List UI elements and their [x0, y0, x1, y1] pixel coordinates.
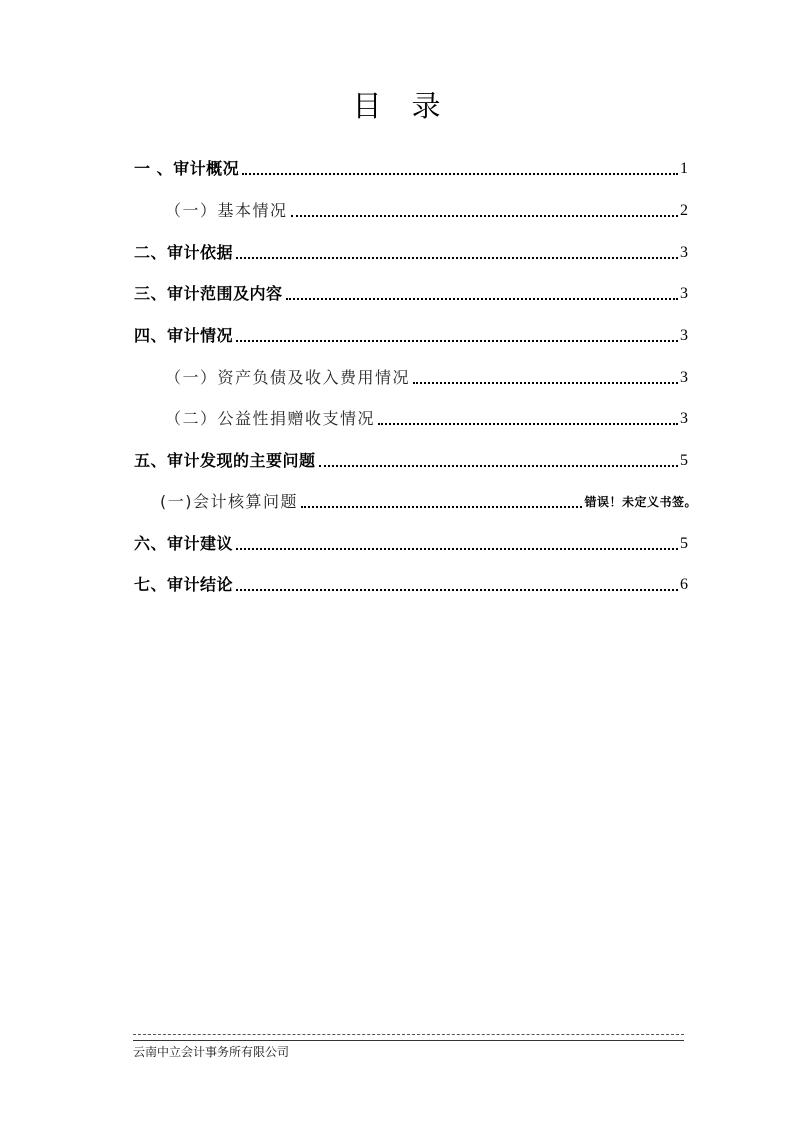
toc-entry-page: 3: [680, 369, 688, 386]
toc-dot-leader: [236, 325, 678, 347]
toc-dot-leader: [291, 200, 678, 222]
toc-entry-main-issues[interactable]: [134, 446, 688, 472]
toc-dot-leader: [286, 283, 678, 305]
footer-divider: [133, 1040, 684, 1041]
toc-entry-audit-recommendations[interactable]: [134, 529, 688, 555]
toc-dot-leader: [378, 408, 678, 430]
toc-entry-page: 2: [680, 202, 688, 219]
toc-entry-label: 一 、审计概况: [134, 159, 240, 178]
toc-entry-label: 四、审计情况: [134, 326, 234, 345]
toc-dot-leader: [301, 491, 582, 513]
toc-entry-donations[interactable]: [165, 404, 688, 430]
toc-dot-leader: [236, 574, 678, 596]
toc-entry-page: 6: [680, 576, 688, 593]
toc-entry-audit-conclusion[interactable]: [134, 570, 688, 596]
toc-dot-leader: [236, 533, 678, 555]
footer-company-name: 云南中立会计事务所有限公司: [133, 1045, 290, 1059]
toc-entry-page: 3: [680, 244, 688, 261]
toc-entry-assets-liabilities[interactable]: [165, 363, 688, 389]
toc-entry-page: 3: [680, 327, 688, 344]
toc-entry-label: 三、审计范围及内容: [134, 284, 283, 303]
toc-entry-audit-situation[interactable]: [134, 321, 688, 347]
toc-entry-page: 3: [680, 410, 688, 427]
toc-entry-page: 1: [680, 160, 688, 177]
toc-bookmark-error: 错误！未定义书签。: [584, 495, 697, 509]
toc-entry-label: 六、审计建议: [134, 534, 234, 553]
toc-entry-page: 3: [680, 285, 688, 302]
toc-entry-audit-scope[interactable]: [134, 279, 688, 305]
toc-dot-leader: [319, 450, 678, 472]
toc-entry-page: 5: [680, 535, 688, 552]
toc-entry-label: （一）资产负债及收入费用情况: [165, 368, 411, 387]
toc-entry-label: 五、审计发现的主要问题: [134, 451, 316, 470]
toc-entry-accounting-issues[interactable]: [160, 487, 697, 513]
toc-entry-audit-basis[interactable]: [134, 238, 688, 264]
footer-divider-dashed: [133, 1034, 684, 1035]
toc-entry-label: （二）公益性捐赠收支情况: [165, 409, 376, 428]
toc-dot-leader: [242, 158, 678, 180]
toc-entry-label: 七、审计结论: [134, 575, 234, 594]
toc-dot-leader: [236, 242, 678, 264]
toc-entry-basic-situation[interactable]: [165, 196, 688, 222]
page-title: 目录: [352, 89, 471, 123]
toc-dot-leader: [413, 367, 678, 389]
toc-entry-label: （一）基本情况: [165, 201, 288, 220]
toc-entry-page: 5: [680, 452, 688, 469]
toc-entry-label: 二、审计依据: [134, 243, 234, 262]
toc-entry-label: (一)会计核算问题: [160, 492, 298, 511]
toc-entry-audit-overview[interactable]: [134, 154, 688, 180]
